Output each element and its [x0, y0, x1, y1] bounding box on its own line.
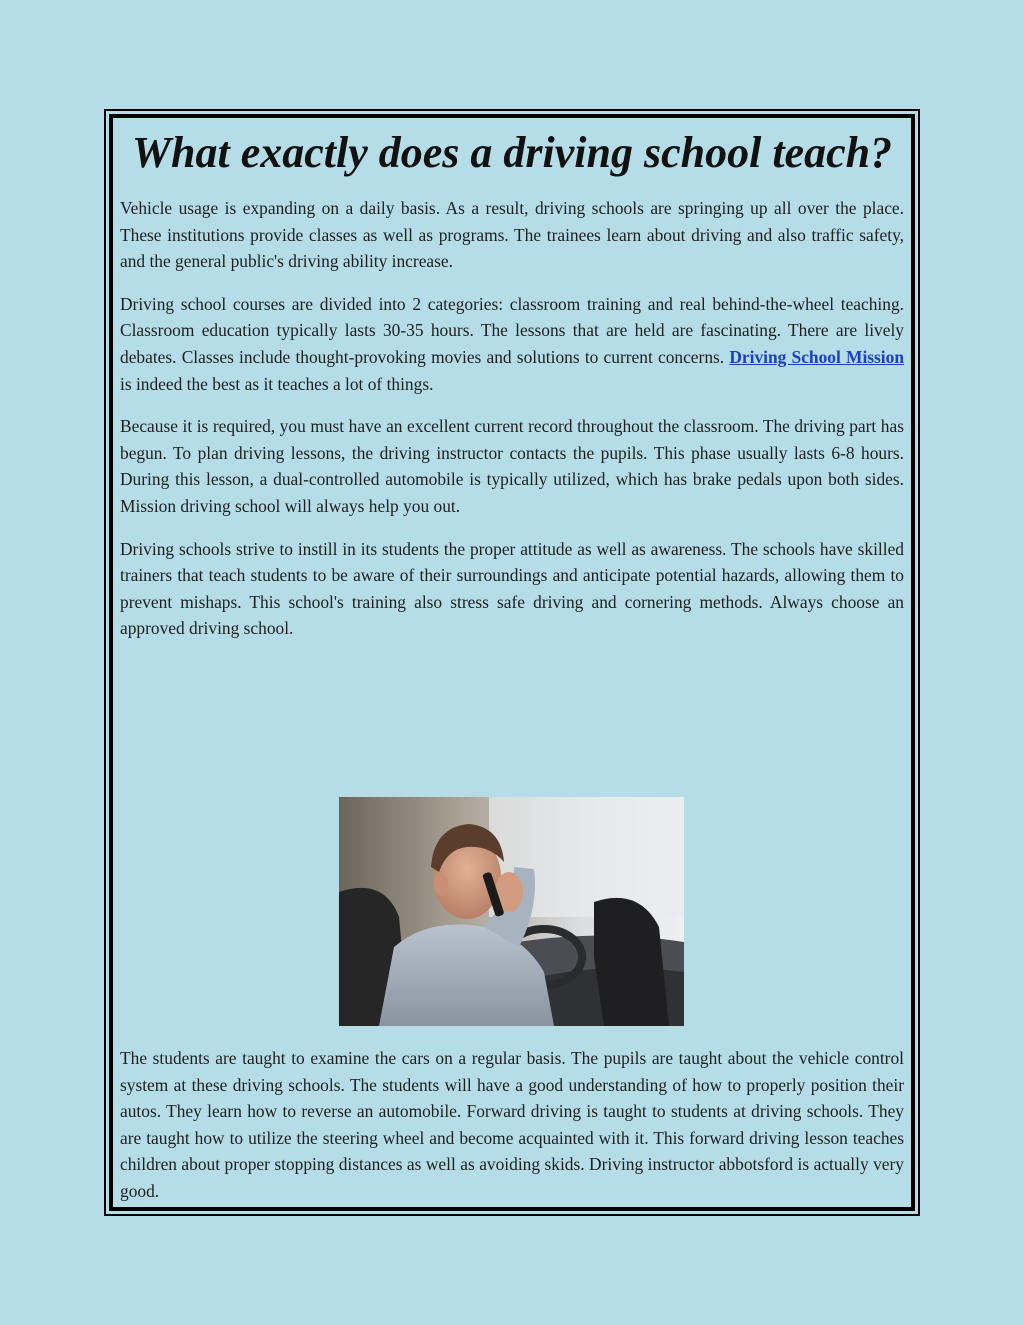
paragraph-driving-part: Because it is required, you must have an excellent current record throughout the classroom. The driving part has begun. To plan driving lessons, the driving instructor contacts the pupils. This phase usually lasts 6-8 hours. During this lesson, a dual-controlled automobile is typically utilized, which has brake pedals upon both sides. Mission driving school will always help you out.	[120, 416, 904, 516]
paragraph-courses-text-end: is indeed the best as it teaches a lot of things.	[120, 373, 434, 394]
article-title: What exactly does a driving school teach?	[131, 128, 893, 177]
paragraph-courses-text-start: Driving school courses are divided into 2 categories: classroom training and real behind-the-wheel teaching. Classroom education typically lasts 30-35 hours. The lessons that are held are fascinating. There are lively debates. Classes include thought-provoking movies and solutions to current concerns.	[120, 293, 904, 367]
paragraph-vehicle-control: The students are taught to examine the cars on a regular basis. The pupils are taught about the vehicle control system at these driving schools. The students will have a good understanding of how to properly position their autos. They learn how to reverse an automobile. Forward driving is taught to students at driving schools. They are taught how to utilize the steering wheel and become acquainted with it. This forward driving lesson teaches children about proper stopping distances as well as avoiding skids. Driving instructor abbotsford is actually very good.	[120, 1048, 904, 1201]
paragraph-intro: Vehicle usage is expanding on a daily basis. As a result, driving schools are springing up all over the place. These institutions provide classes as well as programs. The trainees learn about driving and also traffic safety, and the general public's driving ability increase.	[120, 198, 904, 272]
article-content-bottom	[120, 1045, 904, 1205]
paragraph-attitude: Driving schools strive to instill in its students the proper attitude as well as awareness. The schools have skilled trainers that teach students to be aware of their surroundings and anticipate potential hazards, allowing them to prevent mishaps. This school's training also stress safe driving and cornering methods. Always choose an approved driving school.	[120, 538, 904, 639]
driver-on-phone-photo	[339, 797, 684, 1026]
article-content	[120, 116, 904, 642]
paragraph-courses	[120, 291, 904, 397]
driving-school-mission-link[interactable]: Driving School Mission	[729, 346, 905, 367]
